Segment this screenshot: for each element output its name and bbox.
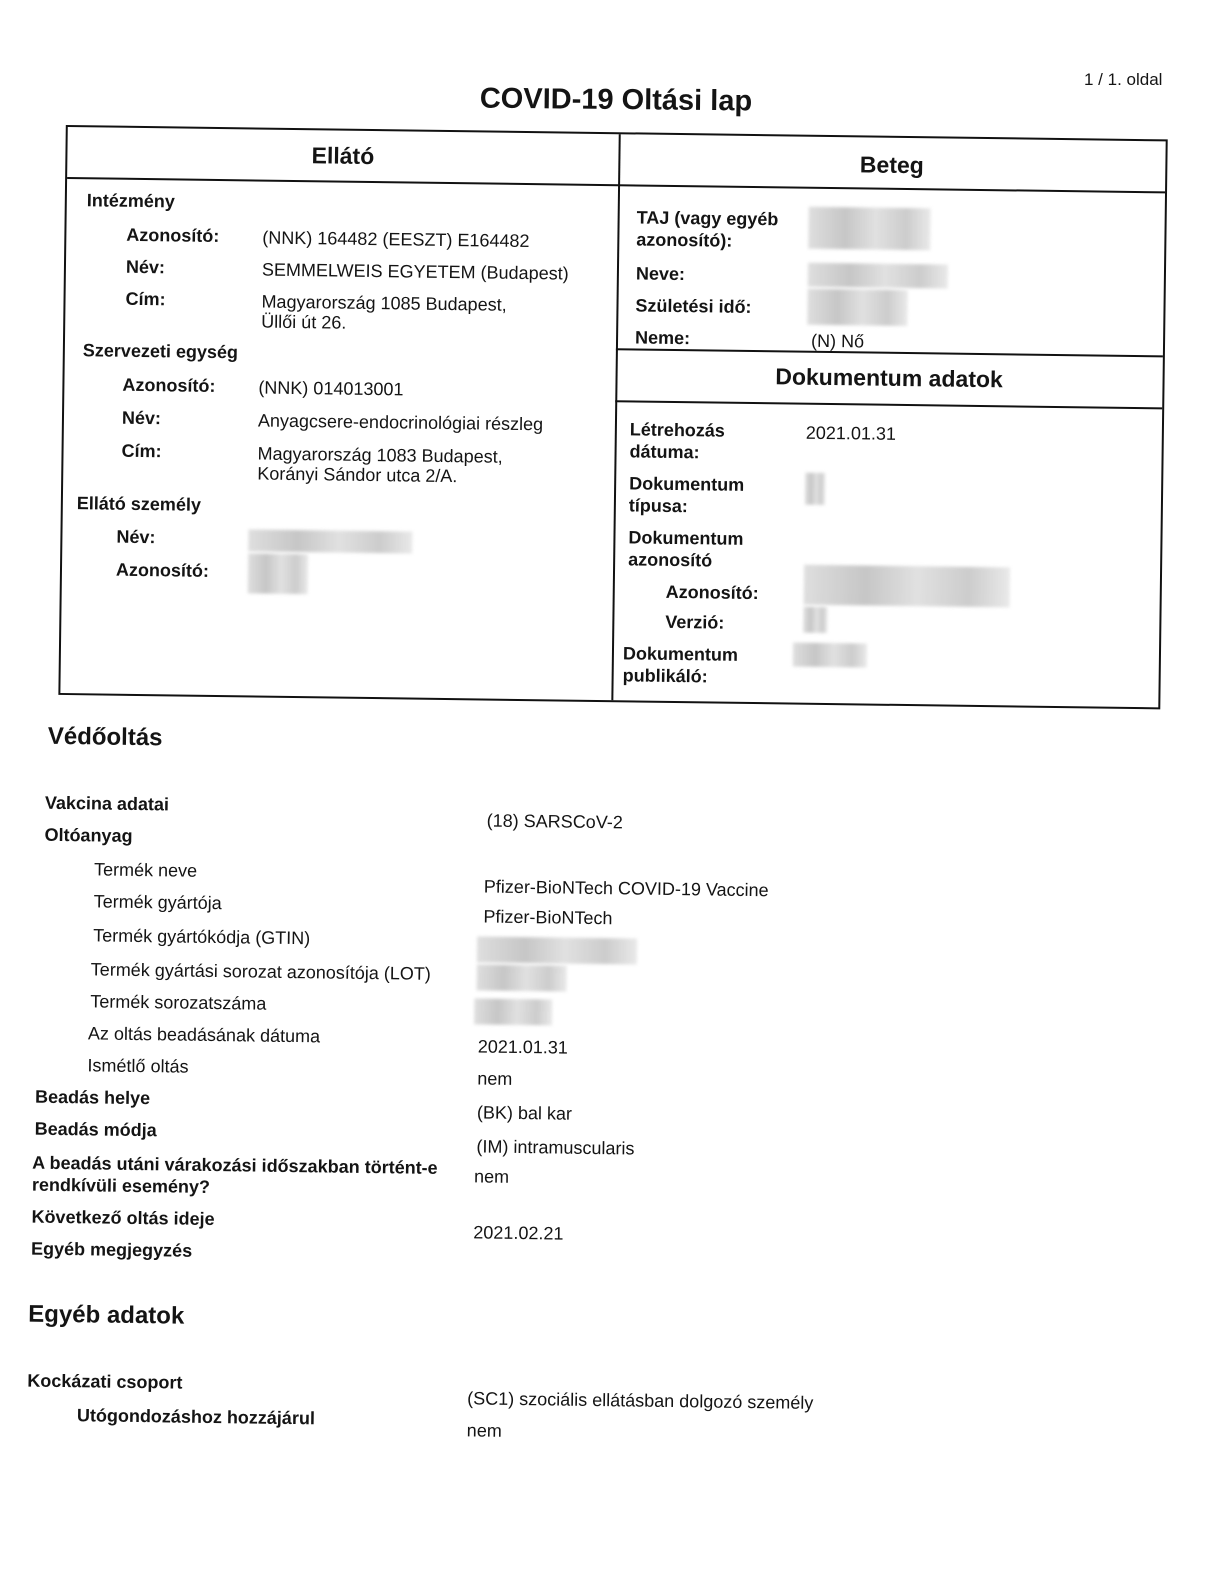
unit-address-label: Cím: — [121, 440, 162, 462]
docid-label-line2: azonosító — [628, 549, 713, 571]
vaccination-heading: Védőoltás — [47, 722, 163, 752]
unit-heading: Szervezeti egység — [82, 340, 239, 363]
docid-version-label: Verzió: — [665, 611, 725, 633]
unit-id-label: Azonosító: — [122, 374, 216, 396]
redacted-lot — [477, 964, 567, 991]
unit-name-label: Név: — [121, 407, 162, 429]
page-number: 1 / 1. oldal — [1084, 70, 1163, 89]
site-label: Beadás helye — [34, 1086, 151, 1109]
risk-group-label: Kockázati csoport — [27, 1370, 183, 1393]
institution-id-label: Azonosító: — [126, 224, 220, 247]
redacted-birth — [807, 289, 907, 326]
unit-address-line2: Korányi Sándor utca 2/A. — [257, 463, 458, 487]
next-label: Következő oltás ideje — [31, 1206, 215, 1230]
manufacturer-value: Pfizer-BioNTech — [483, 906, 613, 929]
page-title: COVID-19 Oltási lap — [479, 82, 753, 118]
aftercare-label: Utógondozáshoz hozzájárul — [76, 1405, 316, 1429]
institution-name-label: Név: — [125, 256, 166, 278]
repeat-label: Ismétlő oltás — [87, 1055, 189, 1077]
redacted-serial — [474, 998, 552, 1025]
site-value: (BK) bal kar — [476, 1102, 573, 1124]
vaccine-data-value: (18) SARSCoV-2 — [486, 810, 623, 833]
created-label-line2: dátuma: — [629, 441, 700, 463]
person-name-label: Név: — [116, 526, 156, 548]
redacted-version — [803, 607, 827, 633]
aftercare-value: nem — [466, 1420, 502, 1441]
route-label: Beadás módja — [34, 1118, 157, 1141]
taj-label-line1: TAJ (vagy egyéb — [636, 207, 779, 230]
route-value: (IM) intramuscularis — [476, 1136, 635, 1159]
sex-value: (N) Nő — [810, 330, 865, 352]
unit-id-value: (NNK) 014013001 — [258, 377, 404, 400]
created-label-line1: Létrehozás — [629, 419, 726, 441]
date-value: 2021.01.31 — [477, 1036, 569, 1058]
birth-label: Születési idő: — [635, 295, 752, 317]
unit-name-value: Anyagcsere-endocrinológiai részleg — [257, 410, 544, 435]
institution-address-line1: Magyarország 1085 Budapest, — [261, 291, 507, 315]
patient-heading: Beteg — [859, 151, 924, 179]
redacted-patient-name — [808, 263, 948, 289]
sex-label: Neme: — [634, 327, 691, 349]
other-heading: Egyéb adatok — [28, 1300, 185, 1330]
document-heading: Dokumentum adatok — [775, 363, 1003, 393]
institution-address-label: Cím: — [125, 288, 166, 310]
redacted-publisher — [793, 643, 867, 668]
publisher-label-line1: Dokumentum — [622, 643, 739, 665]
product-name-label: Termék neve — [93, 859, 198, 881]
provider-heading: Ellátó — [311, 142, 375, 170]
taj-label-line2: azonosító): — [636, 229, 733, 251]
risk-group-value: (SC1) szociális ellátásban dolgozó személy — [467, 1388, 814, 1413]
next-value: 2021.02.21 — [473, 1222, 564, 1244]
note-label: Egyéb megjegyzés — [30, 1238, 193, 1261]
docid-id-label: Azonosító: — [665, 581, 759, 604]
event-label-line1: A beadás utáni várakozási időszakban történt-e — [32, 1152, 438, 1178]
redacted-taj — [808, 207, 931, 251]
lot-label: Termék gyártási sorozat azonosítója (LOT) — [90, 959, 432, 984]
type-label-line1: Dokumentum — [629, 473, 745, 495]
institution-id-value: (NNK) 164482 (EESZT) E164482 — [262, 227, 530, 252]
vaccine-data-label: Vakcina adatai — [44, 792, 170, 815]
patient-name-label: Neve: — [635, 263, 686, 285]
institution-name-value: SEMMELWEIS EGYETEM (Budapest) — [261, 259, 569, 284]
redacted-type — [805, 473, 825, 505]
manufacturer-label: Termék gyártója — [93, 891, 222, 914]
material-label: Oltóanyag — [44, 824, 133, 846]
event-label-line2: rendkívüli esemény? — [31, 1174, 211, 1197]
serial-label: Termék sorozatszáma — [90, 991, 267, 1014]
redacted-id — [248, 553, 309, 594]
redacted-gtin — [477, 936, 637, 964]
docid-label-line1: Dokumentum — [628, 527, 744, 549]
redacted-docid — [804, 565, 1011, 608]
header-table — [58, 125, 1167, 709]
event-value: nem — [473, 1166, 510, 1187]
institution-heading: Intézmény — [86, 190, 175, 212]
gtin-label: Termék gyártókódja (GTIN) — [93, 925, 311, 949]
person-id-label: Azonosító: — [115, 559, 210, 581]
product-name-value: Pfizer-BioNTech COVID-19 Vaccine — [483, 876, 769, 901]
date-label: Az oltás beadásának dátuma — [87, 1023, 321, 1047]
created-value: 2021.01.31 — [805, 422, 897, 444]
institution-address-line2: Üllői út 26. — [261, 311, 347, 333]
unit-address-line1: Magyarország 1083 Budapest, — [257, 443, 503, 467]
repeat-value: nem — [477, 1068, 513, 1089]
person-heading: Ellátó személy — [76, 493, 202, 515]
type-label-line2: típusa: — [628, 495, 689, 517]
publisher-label-line2: publikáló: — [622, 665, 708, 687]
redacted-name — [248, 529, 412, 553]
